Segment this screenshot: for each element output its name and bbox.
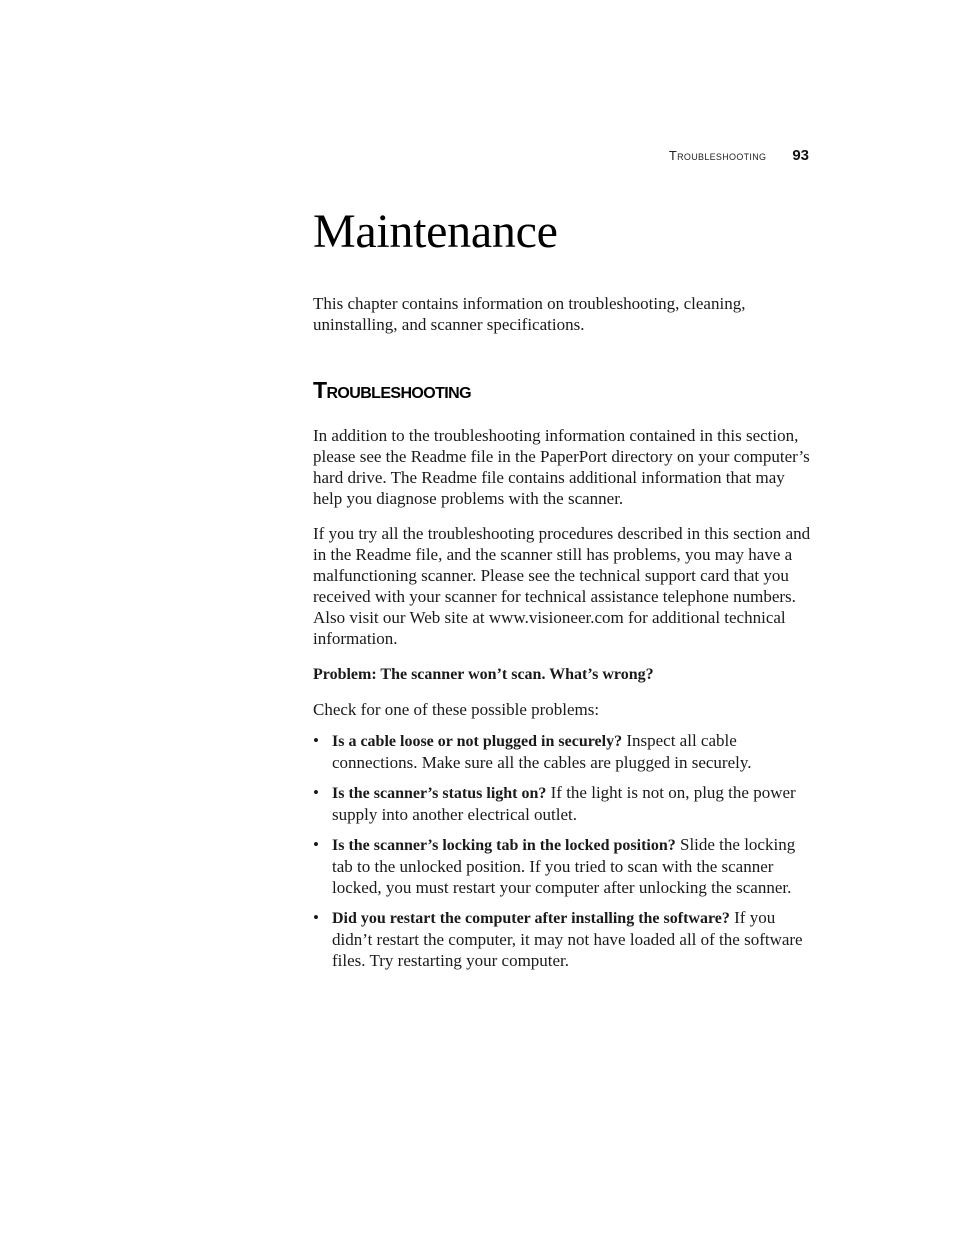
problem-heading: Problem: The scanner won’t scan. What’s wrong?: [313, 666, 654, 683]
bullet-icon: •: [313, 731, 319, 750]
list-item-question: Is a cable loose or not plugged in securely?: [332, 733, 623, 750]
paragraph: If you try all the troubleshooting procedures described in this section and in the Readme file, and the scanner still has problems, you may have a malfunctioning scanner. Please see the technical support card that you received with your scanner for technical assistance telephone numbers. Also visit our Web site at www.visioneer.com for additional technical information.: [313, 524, 811, 648]
list-item: [313, 907, 813, 971]
bullet-icon: •: [313, 908, 319, 927]
list-item-question: Did you restart the computer after installing the software?: [332, 910, 730, 927]
bullet-icon: •: [313, 783, 319, 802]
section-title: Troubleshooting: [313, 377, 471, 403]
list-item-question: Is the scanner’s status light on?: [332, 785, 547, 802]
list-item-answer: Slide the locking tab to the unlocked position. If you tried to scan with the scanner locked, you must restart your computer after unlocking the scanner.: [332, 835, 796, 897]
list-item-answer: If the light is not on, plug the power supply into another electrical outlet.: [332, 783, 796, 824]
paragraph: In addition to the troubleshooting information contained in this section, please see the Readme file in the PaperPort directory on your computer’s hard drive. The Readme file contains additional information that may help you diagnose problems with the scanner.: [313, 426, 810, 508]
check-intro: Check for one of these possible problems:: [313, 700, 600, 719]
bullet-icon: •: [313, 835, 319, 854]
list-item: [313, 730, 813, 773]
page-number: 93: [792, 147, 809, 164]
running-header: [669, 147, 809, 164]
page-content: [313, 200, 813, 980]
chapter-intro: This chapter contains information on troubleshooting, cleaning, uninstalling, and scanner specifications.: [313, 294, 746, 334]
list-item-question: Is the scanner’s locking tab in the locked position?: [332, 837, 676, 854]
list-item: [313, 834, 813, 898]
list-item-answer: Inspect all cable connections. Make sure all the cables are plugged in securely.: [332, 731, 752, 772]
running-header-section: Troubleshooting: [668, 148, 767, 163]
list-item-answer: If you didn’t restart the computer, it may not have loaded all of the software files. Try restarting your computer.: [332, 908, 803, 970]
list-item: [313, 782, 813, 825]
chapter-title: Maintenance: [313, 205, 558, 258]
problem-list: [313, 730, 813, 971]
